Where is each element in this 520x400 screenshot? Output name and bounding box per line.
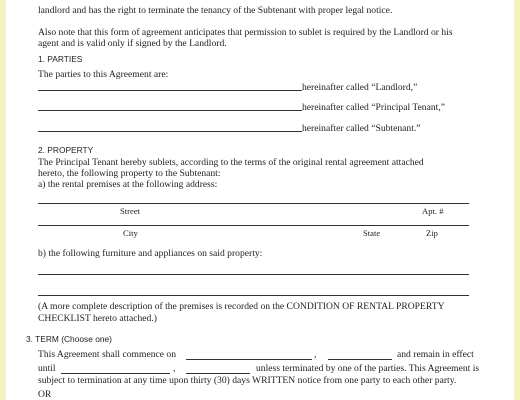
apt-caption: Apt. # — [422, 206, 444, 216]
landlord-label: hereinafter called “Landlord,” — [302, 82, 418, 93]
furniture-line-2[interactable] — [38, 295, 469, 296]
zip-caption: Zip — [426, 228, 438, 238]
property-heading: 2. PROPERTY — [38, 145, 94, 155]
commence-date-field[interactable] — [186, 359, 312, 360]
term-heading — [26, 334, 112, 345]
property-line-2: hereto, the following property to the Subtenant: — [38, 168, 221, 179]
term-heading-text: 3. TERM — [26, 334, 59, 344]
address-prompt: a) the rental premises at the following address: — [38, 179, 218, 190]
subtenant-name-field[interactable] — [38, 131, 302, 132]
state-caption: State — [363, 228, 381, 238]
term-choose-text: (Choose one) — [61, 334, 112, 344]
commence-year-field[interactable] — [328, 359, 392, 360]
furniture-prompt: b) the following furniture and appliances on said property: — [38, 248, 263, 259]
city-caption: City — [123, 228, 138, 238]
or-text: OR — [38, 389, 52, 400]
until-date-field[interactable] — [61, 373, 170, 374]
checklist-note-2: CHECKLIST hereto attached.) — [38, 313, 157, 324]
commence-text: This Agreement shall commence on — [38, 349, 177, 360]
city-state-zip-field[interactable] — [38, 225, 469, 226]
street-address-field[interactable] — [38, 203, 469, 204]
subtenant-label: hereinafter called “Subtenant.” — [302, 123, 421, 134]
principal-tenant-name-field[interactable] — [38, 110, 302, 111]
until-year-field[interactable] — [186, 373, 250, 374]
furniture-line-1[interactable] — [38, 274, 469, 275]
intro-line-3: agent and is valid only if signed by the Landlord. — [38, 38, 227, 49]
landlord-name-field[interactable] — [38, 90, 302, 91]
remain-text: and remain in effect — [397, 349, 474, 360]
intro-line-1: landlord and has the right to terminate the tenancy of the Subtenant with proper legal notice. — [38, 5, 393, 16]
principal-tenant-label: hereinafter called “Principal Tenant,” — [302, 102, 445, 113]
until-text: until — [38, 363, 56, 374]
document-page — [6, 0, 514, 400]
checklist-note-1: (A more complete description of the premises is recorded on the CONDITION OF RENTAL PROPERTY — [38, 301, 445, 312]
commence-comma: , — [314, 349, 317, 360]
until-comma: , — [173, 363, 176, 374]
street-caption: Street — [120, 206, 141, 216]
term-line-3: subject to termination at any time upon thirty (30) days WRITTEN notice from one party to each other party. — [38, 375, 457, 386]
parties-intro: The parties to this Agreement are: — [38, 69, 169, 80]
intro-line-2: Also note that this form of agreement anticipates that permission to sublet is required by the Landlord or his — [38, 27, 453, 38]
unless-text: unless terminated by one of the parties. This Agreement is — [256, 363, 480, 374]
parties-heading: 1. PARTIES — [38, 54, 83, 64]
property-line-1: The Principal Tenant hereby sublets, according to the terms of the original rental agreement attached — [38, 157, 424, 168]
